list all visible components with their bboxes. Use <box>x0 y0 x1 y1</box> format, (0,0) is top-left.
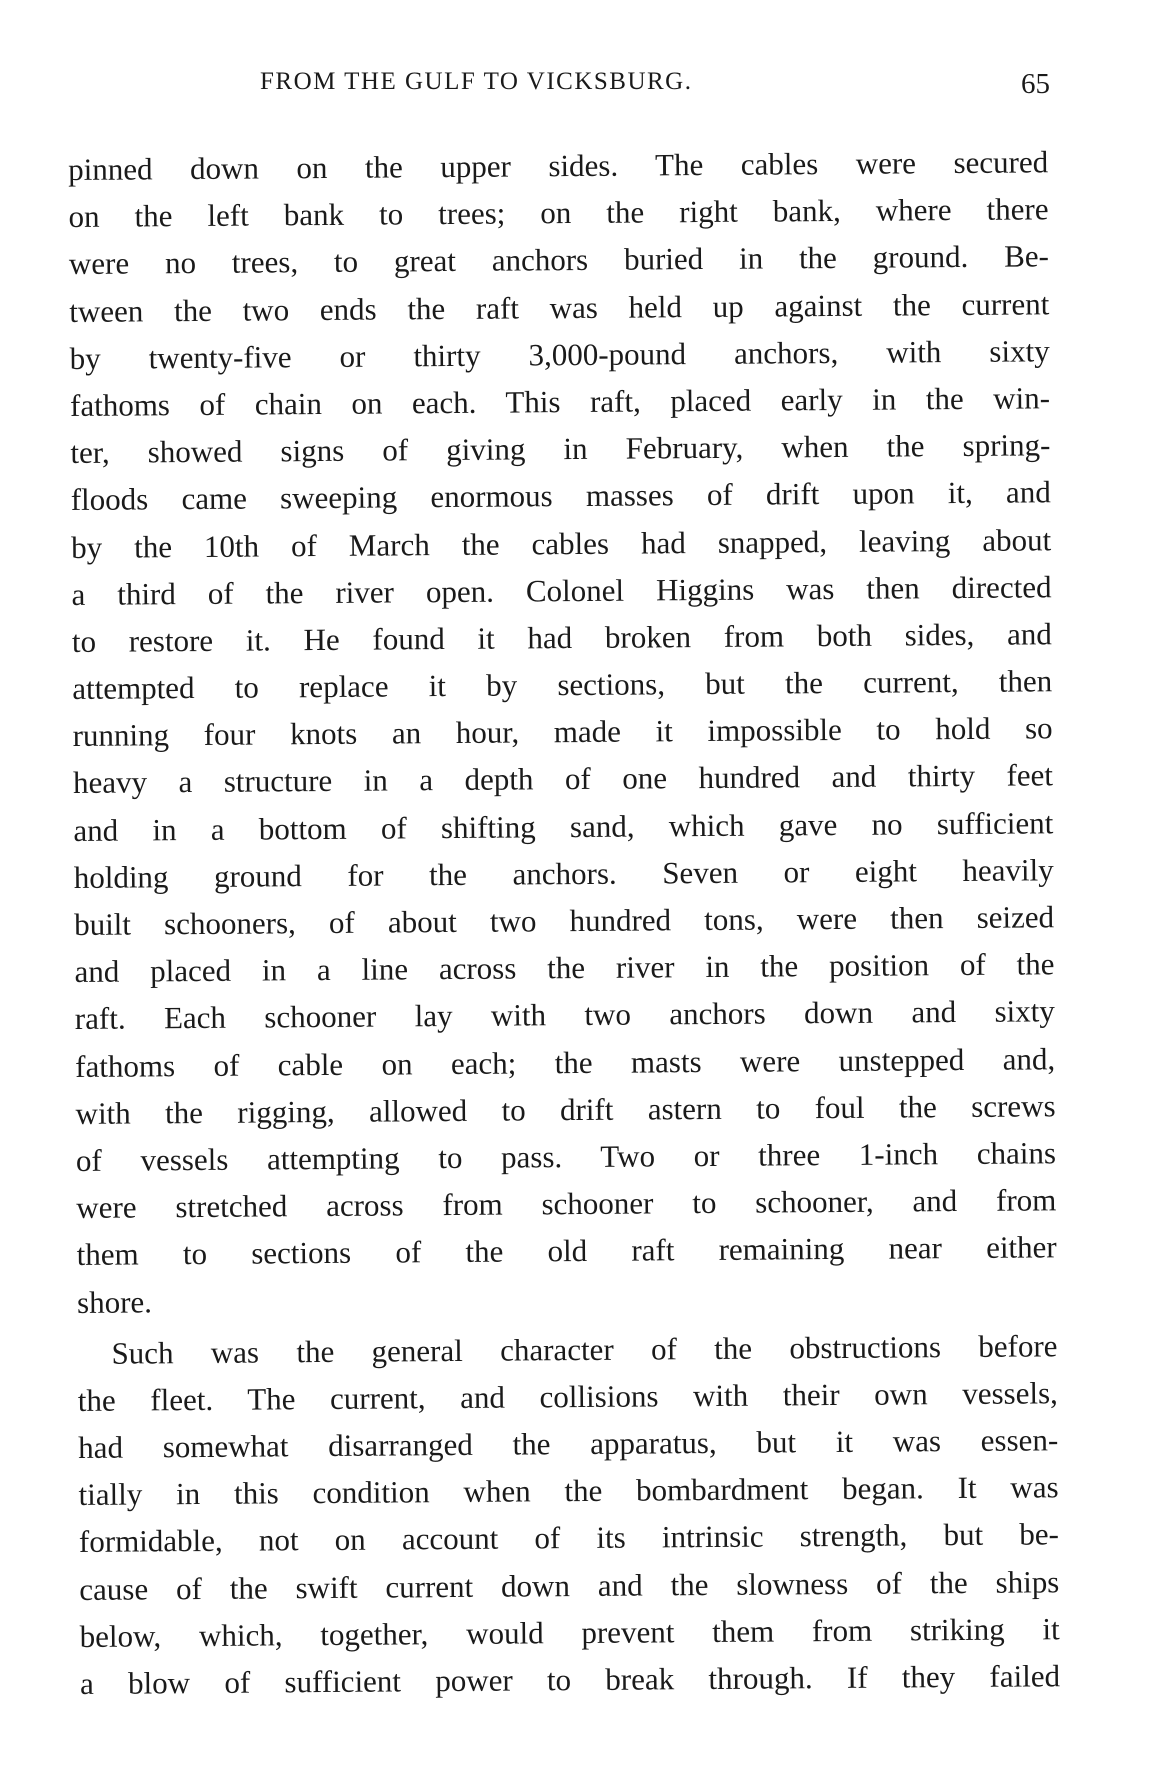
running-header <box>70 68 1050 108</box>
text-line: were stretched across from schooner to schooner, and from <box>76 1182 1057 1226</box>
text-line: raft. Each schooner lay with two anchors down and sixty <box>74 993 1055 1037</box>
text-line: fathoms of chain on each. This raft, placed early in the win- <box>69 380 1051 423</box>
text-line: formidable, not on account of its intrinsic strength, but be- <box>78 1516 1060 1560</box>
text-line: with the rigging, allowed to drift astern to foul the screws <box>75 1088 1056 1131</box>
page-number: 65 <box>1021 68 1050 100</box>
text-line: them to sections of the old raft remaining near either <box>76 1229 1057 1273</box>
text-line: pinned down on the upper sides. The cables were secured <box>68 144 1049 187</box>
text-line: holding ground for the anchors. Seven or eight heavily <box>73 852 1054 895</box>
body-text <box>68 138 1060 1711</box>
text-line: by the 10th of March the cables had snapped, leaving about <box>71 521 1052 565</box>
text-line: running four knots an hour, made it impossible to hold so <box>72 710 1053 754</box>
text-line: floods came sweeping enormous masses of drift upon it, and <box>70 474 1051 518</box>
text-line: tween the two ends the raft was held up against the current <box>69 285 1050 329</box>
text-line: attempted to replace it by sections, but the current, then <box>72 663 1053 707</box>
running-title: FROM THE GULF TO VICKSBURG. <box>260 68 693 95</box>
text-line: and placed in a line across the river in the position of the <box>74 946 1055 990</box>
text-line: heavy a structure in a depth of one hundred and thirty feet <box>72 757 1054 801</box>
text-line: Such was the general character of the obstructions before <box>111 1327 1058 1371</box>
text-line: fathoms of cable on each; the masts were unstepped and, <box>75 1040 1056 1084</box>
text-line: by twenty-five or thirty 3,000-pound anchors, with sixty <box>69 333 1050 376</box>
text-line: cause of the swift current down and the slowness of the ships <box>79 1563 1060 1607</box>
text-line: to restore it. He found it had broken from both sides, and <box>71 616 1052 659</box>
text-line: of vessels attempting to pass. Two or three 1-inch chains <box>75 1135 1057 1178</box>
text-line: had somewhat disarranged the apparatus, but it was essen- <box>78 1422 1059 1466</box>
text-line: the fleet. The current, and collisions with their own vessels, <box>77 1375 1058 1418</box>
paragraph <box>77 1322 1060 1707</box>
text-line: shore. <box>76 1283 153 1320</box>
text-line: built schooners, of about two hundred tons, were then seized <box>73 899 1055 942</box>
text-line: below, which, together, would prevent them from striking it <box>79 1611 1060 1654</box>
text-line: on the left bank to trees; on the right bank, where there <box>68 191 1049 235</box>
text-line: and in a bottom of shifting sand, which gave no sufficient <box>73 804 1054 848</box>
text-line: tially in this condition when the bombardment began. It was <box>78 1469 1059 1513</box>
text-line: a third of the river open. Colonel Higgins was then directed <box>71 568 1052 612</box>
text-line: were no trees, to great anchors buried in the ground. Be- <box>68 238 1050 282</box>
text-line: ter, showed signs of giving in February, when the spring- <box>70 427 1051 471</box>
text-line: a blow of sufficient power to break through. If they failed <box>79 1658 1061 1701</box>
paragraph <box>68 138 1057 1325</box>
